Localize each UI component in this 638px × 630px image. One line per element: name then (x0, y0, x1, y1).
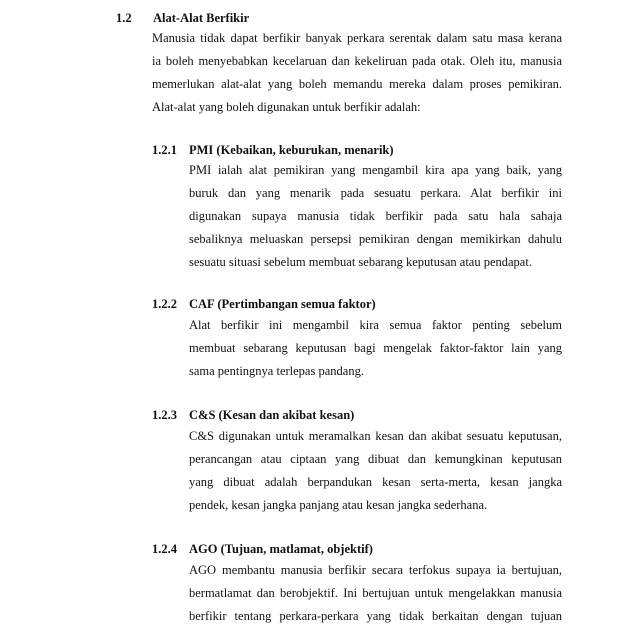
paragraph-line: AGO membantu manusia berfikir secara terfokus supaya ia bertujuan, (189, 563, 562, 577)
subsection-paragraph-ago (189, 559, 562, 628)
paragraph-line: C&S digunakan untuk meramalkan kesan dan akibat sesuatu keputusan, (189, 429, 562, 443)
subsection-heading-cs (152, 407, 354, 423)
section-number: 1.2 (116, 11, 132, 25)
paragraph-line: digunakan supaya manusia tidak berfikir pada satu hala sahaja (189, 209, 562, 223)
paragraph-line: memerlukan alat-alat yang boleh memandu mereka dalam proses pemikiran. (152, 77, 562, 91)
paragraph-line: Alat berfikir ini mengambil kira semua faktor penting sebelum (189, 318, 562, 332)
subsection-paragraph-pmi (189, 159, 562, 274)
subsection-title: CAF (Pertimbangan semua faktor) (189, 297, 376, 311)
paragraph-line: sebaliknya meluaskan persepsi pemikiran dengan memikirkan dahulu (189, 232, 562, 246)
section-title: Alat-Alat Berfikir (153, 11, 250, 25)
subsection-title: AGO (Tujuan, matlamat, objektif) (189, 542, 373, 556)
subsection-paragraph-cs (189, 425, 562, 517)
subsection-heading-ago (152, 541, 373, 557)
paragraph-line: PMI ialah alat pemikiran yang mengambil kira apa yang baik, yang (189, 163, 562, 177)
section-intro-paragraph (152, 27, 562, 119)
subsection-number: 1.2.4 (152, 542, 177, 556)
section-heading (116, 10, 249, 26)
paragraph-line: membuat sebarang keputusan bagi mengelak faktor-faktor lain yang (189, 341, 562, 355)
paragraph-line: ia boleh menyebabkan kecelaruan dan kekeliruan pada otak. Oleh itu, manusia (152, 54, 562, 68)
subsection-title: PMI (Kebaikan, keburukan, menarik) (189, 143, 394, 157)
subsection-number: 1.2.1 (152, 143, 177, 157)
subsection-title: C&S (Kesan dan akibat kesan) (189, 408, 355, 422)
paragraph-line: sama pentingnya terlepas pandang. (189, 364, 364, 378)
paragraph-line: buruk dan yang menarik pada sesuatu perkara. Alat berfikir ini (189, 186, 562, 200)
subsection-number: 1.2.2 (152, 297, 177, 311)
paragraph-line: berfikir tentang perkara-perkara yang tidak berkaitan dengan tujuan (189, 609, 562, 623)
paragraph-line: Manusia tidak dapat berfikir banyak perkara serentak dalam satu masa kerana (152, 31, 562, 45)
subsection-heading-pmi (152, 142, 394, 158)
paragraph-line: pendek, kesan jangka panjang atau kesan jangka sederhana. (189, 498, 488, 512)
paragraph-line: yang dibuat adalah berpandukan kesan serta-merta, kesan jangka (189, 475, 562, 489)
subsection-number: 1.2.3 (152, 408, 177, 422)
paragraph-line: Alat-alat yang boleh digunakan untuk berfikir adalah: (152, 100, 421, 114)
paragraph-line: perancangan atau ciptaan yang dibuat dan kemungkinan keputusan (189, 452, 562, 466)
paragraph-line: sesuatu situasi sebelum membuat sebarang keputusan atau pendapat. (189, 255, 532, 269)
subsection-heading-caf (152, 296, 376, 312)
subsection-paragraph-caf (189, 314, 562, 383)
paragraph-line: bermatlamat dan berobjektif. Ini bertujuan untuk mengelakkan manusia (189, 586, 562, 600)
